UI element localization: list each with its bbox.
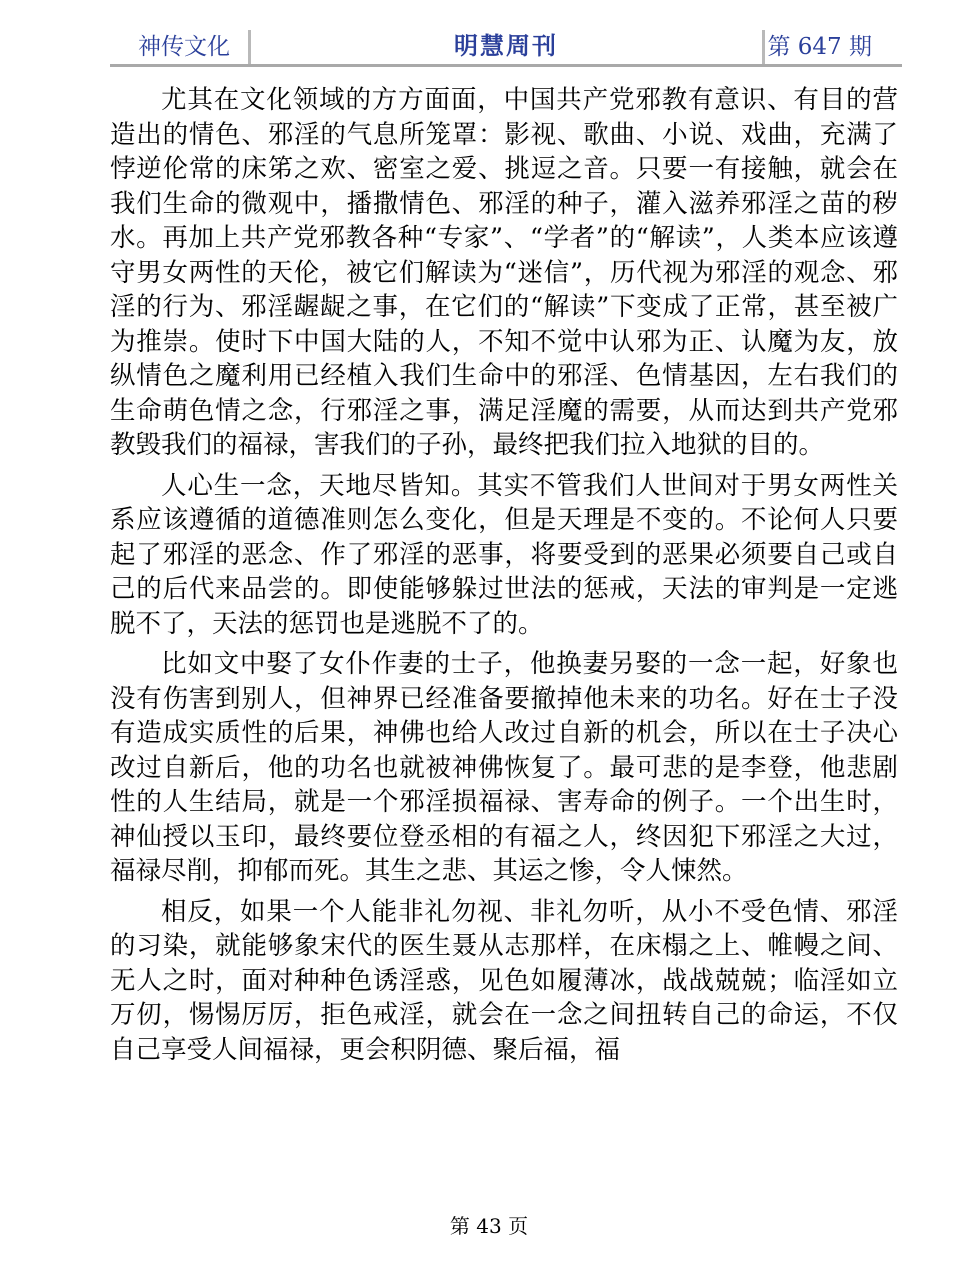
page-header	[110, 24, 902, 68]
header-divider-right	[762, 30, 765, 64]
article-body	[110, 83, 898, 1073]
section-name: 神传文化	[138, 34, 230, 60]
paragraph: 尤其在文化领域的方方面面，中国共产党邪教有意识、有目的营造出的情色、邪淫的气息所笼罩：影视、歌曲、小说、戏曲，充满了悖逆伦常的床笫之欢、密室之爱、挑逗之音。只要一有接触，就会在我们生命的微观中，播撒情色、邪淫的种子，灌入滋养邪淫之苗的秽水。再加上共产党邪教各种“专家”、“学者”的“解读”，人类本应该遵守男女两性的天伦，被它们解读为“迷信”，历代视为邪淫的观念、邪淫的行为、邪淫龌龊之事，在它们的“解读”下变成了正常，甚至被广为推崇。使时下中国大陆的人，不知不觉中认邪为正、认魔为友，放纵情色之魔利用已经植入我们生命中的邪淫、色情基因，左右我们的生命萌色情之念，行邪淫之事，满足淫魔的需要，从而达到共产党邪教毁我们的福禄，害我们的子孙，最终把我们拉入地狱的目的。	[110, 85, 898, 460]
paragraph: 比如文中娶了女仆作妻的士子，他换妻另娶的一念一起，好象也没有伤害到别人，但神界已经准备要撤掉他未来的功名。好在士子没有造成实质性的后果，神佛也给人改过自新的机会，所以在士子决心改过自新后，他的功名也就被神佛恢复了。最可悲的是李登，他悲剧性的人生结局，就是一个邪淫损福禄、害寿命的例子。一个出生时，神仙授以玉印，最终要位登丞相的有福之人，终因犯下邪淫之大过，福禄尽削，抑郁而死。其生之悲、其运之惨，令人悚然。	[110, 649, 898, 886]
paragraph: 相反，如果一个人能非礼勿视、非礼勿听，从小不受色情、邪淫的习染，就能够象宋代的医生聂从志那样，在床榻之上、帷幔之间、无人之时，面对种种色诱淫惑，见色如履薄冰，战战兢兢；临淫如立万仞，惕惕厉厉，拒色戒淫，就会在一念之间扭转自己的命运，不仅自己享受人间福禄，更会积阴德、聚后福，福	[110, 896, 898, 1065]
page-number: 第 43 页	[449, 1214, 529, 1238]
publication-title: 明慧周刊	[454, 32, 558, 60]
paragraph: 人心生一念，天地尽皆知。其实不管我们人世间对于男女两性关系应该遵循的道德准则怎么变化，但是天理是不变的。不论何人只要起了邪淫的恶念、作了邪淫的恶事，将要受到的恶果必须要自己或自己的后代来品尝的。即使能够躲过世法的惩戒，天法的审判是一定逃脱不了，天法的惩罚也是逃脱不了的。	[110, 470, 898, 639]
header-rule	[110, 64, 902, 67]
issue-number: 第 647 期	[767, 34, 872, 60]
